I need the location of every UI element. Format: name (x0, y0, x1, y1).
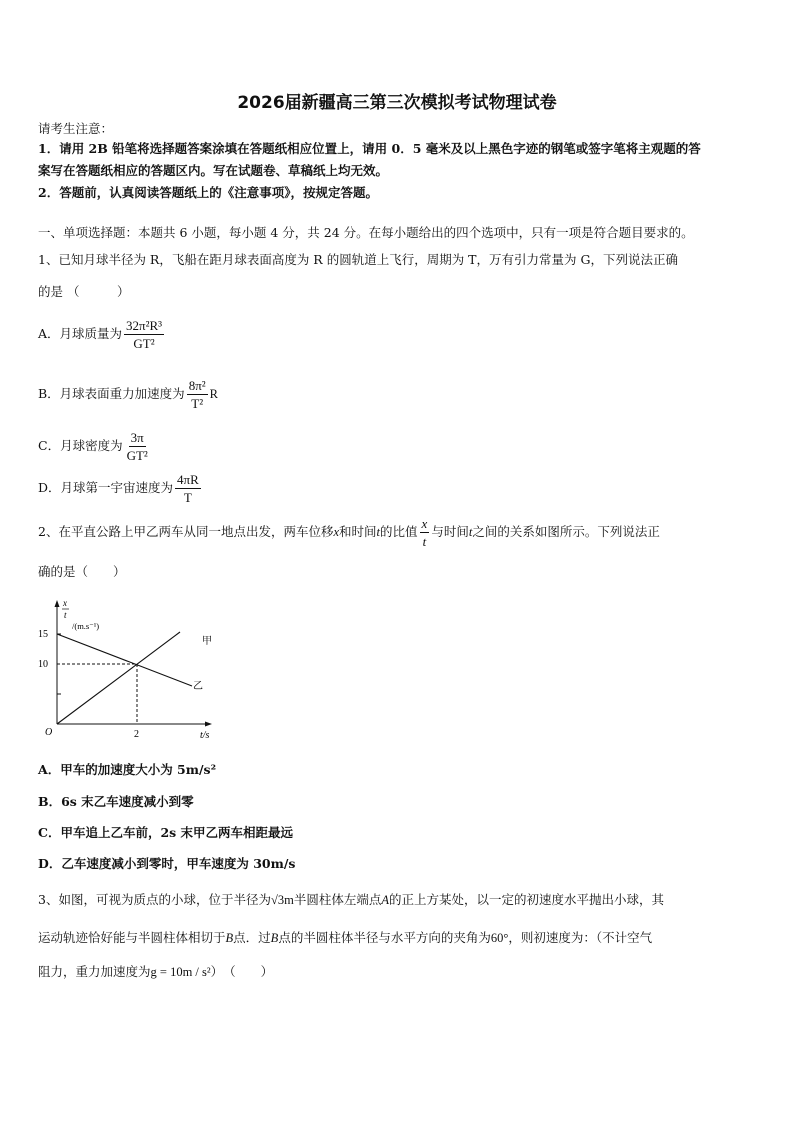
q1-option-a-fraction (124, 318, 164, 351)
q2-var-x: x (333, 525, 340, 539)
q3-point-b-2: B (270, 931, 279, 945)
notice-heading: 请考生注意： (38, 121, 114, 136)
q3-stem-part-i: ） （ ） (210, 964, 274, 979)
q1-option-c-denominator: GT² (126, 448, 148, 463)
q2-graph (30, 596, 230, 746)
q3-stem-part-c: 的正上方某处，以一定的初速度水平抛出小球，其 (388, 892, 664, 907)
q1-option-a-numerator: 32π²R³ (126, 318, 163, 333)
page-title: 2026届新疆高三第三次模拟考试物理试卷 (237, 93, 557, 113)
q3-angle: 60° (490, 931, 509, 945)
q3-stem-part-e: 点．过 (233, 930, 271, 945)
q1-stem-line-1: 1、已知月球半径为 R，飞船在距月球表面高度为 R 的圆轨道上飞行，周期为 T，万有引力常量为 G，下列说法正确 (38, 252, 678, 267)
x-tick-label-2: 2 (134, 729, 139, 740)
q3-stem-line-3 (38, 962, 273, 980)
line-yi-label: 乙 (193, 681, 203, 692)
q3-gravity: g = 10m / s² (150, 965, 211, 979)
q2-ratio-fraction (420, 516, 430, 549)
q2-var-t: t (376, 525, 381, 539)
q2-stem-part-c: 的比值 (380, 524, 418, 539)
q1-option-c-numerator: 3π (130, 430, 144, 445)
q1-option-d-denominator: T (183, 490, 192, 505)
q1-option-b-numerator: 8π² (188, 378, 206, 393)
q1-option-c-fraction (125, 430, 150, 463)
y-tick-label-10: 10 (38, 659, 48, 670)
q1-option-b-label: B．月球表面重力加速度为 (38, 386, 185, 401)
q2-stem-part-e: 之间的关系如图所示。下列说法正 (472, 524, 660, 539)
q3-stem-part-d: 运动轨迹恰好能与半圆柱体相切于 (38, 930, 226, 945)
q2-ratio-denominator: t (422, 534, 427, 549)
x-axis-arrow (205, 722, 212, 727)
x-axis-label: t/s (200, 730, 210, 741)
q1-option-b-fraction (187, 378, 208, 411)
y-axis-arrow (55, 600, 60, 607)
q1-stem-line-2: 的是 （ ） (38, 284, 130, 299)
q3-stem-part-a: 3、如图，可视为质点的小球，位于半径为 (38, 892, 271, 907)
q1-option-d-fraction (175, 472, 201, 505)
q3-point-a: A (381, 893, 389, 907)
q1-option-b (38, 378, 218, 411)
q1-option-a-denominator: GT² (133, 336, 155, 351)
q1-option-c (38, 430, 152, 463)
y-axis-unit: /(m.s⁻¹) (72, 621, 100, 631)
q2-option-b: B．6s 末乙车速度减小到零 (38, 794, 194, 809)
y-axis-label-num: x (63, 598, 67, 608)
line-jia-label: 甲 (202, 636, 212, 647)
q1-option-c-label: C．月球密度为 (38, 438, 123, 453)
q3-stem-part-g: ，则初速度为：（不计空气 (508, 930, 653, 945)
q1-option-d (38, 472, 203, 505)
q3-radius: √3m (270, 893, 294, 907)
y-tick-label-15: 15 (38, 629, 48, 640)
q1-option-d-label: D．月球第一宇宙速度为 (38, 480, 174, 495)
y-axis-label-den: t (64, 610, 67, 620)
q3-stem-part-f: 点的半圆柱体半径与水平方向的夹角为 (278, 930, 491, 945)
line-yi (57, 634, 192, 686)
q3-stem-line-1 (38, 890, 664, 908)
q2-stem-part-d: 与时间 (431, 524, 469, 539)
q2-stem-part-b: 和时间 (339, 524, 377, 539)
q3-stem-part-b: 半圆柱体左端点 (293, 892, 382, 907)
q3-point-b: B (225, 931, 234, 945)
q1-option-d-numerator: 4πR (177, 472, 199, 487)
q1-option-a-label: A．月球质量为 (38, 326, 123, 341)
notice-item-1-line-1: 1．请用 2B 铅笔将选择题答案涂填在答题纸相应位置上，请用 0．5 毫米及以上黑色字迹的钢笔或签字笔将主观题的答 (38, 141, 701, 156)
q3-stem-line-2 (38, 928, 652, 946)
notice-item-2: 2．答题前，认真阅读答题纸上的《注意事项》，按规定答题。 (38, 185, 378, 200)
q1-option-b-denominator: T² (191, 396, 204, 411)
q2-option-a: A．甲车的加速度大小为 5m/s² (38, 762, 217, 777)
q2-ratio-numerator: x (421, 516, 428, 531)
q1-option-b-suffix: R (209, 387, 218, 401)
origin-label: O (45, 727, 53, 738)
q2-stem-line-1 (38, 516, 660, 549)
q2-stem-line-2: 确的是（ ） (38, 564, 126, 579)
notice-item-1-line-2: 案写在答题纸相应的答题区内。写在试题卷、草稿纸上均无效。 (38, 163, 389, 178)
q2-var-t-2: t (468, 525, 473, 539)
q2-option-c: C．甲车追上乙车前，2s 末甲乙两车相距最远 (38, 825, 294, 840)
q2-stem-part-a: 2、在平直公路上甲乙两车从同一地点出发，两车位移 (38, 524, 334, 539)
q2-option-d: D．乙车速度减小到零时，甲车速度为 30m/s (38, 856, 296, 871)
q3-stem-part-h: 阻力，重力加速度为 (38, 964, 151, 979)
section-1-heading: 一、单项选择题：本题共 6 小题，每小题 4 分，共 24 分。在每小题给出的四个选项中，只有一项是符合题目要求的。 (38, 225, 694, 240)
q1-option-a (38, 318, 166, 351)
line-jia (57, 632, 180, 724)
